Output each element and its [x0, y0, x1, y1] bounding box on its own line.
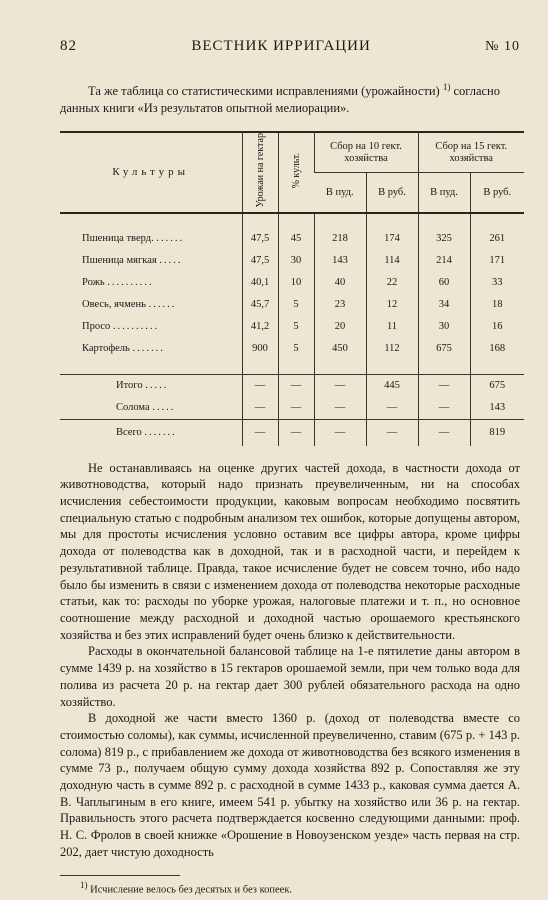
straw-row: Солома ..... — — — — — 143 [60, 397, 524, 420]
footnote: $^{1)}$ Исчисление велось без десятых и без копеек. [80, 879, 293, 896]
table-row: Овесь, ячмень ...... 45,7 5 23 12 34 18 [60, 294, 524, 316]
article-body [60, 460, 520, 861]
journal-title: ВЕСТНИК ИРРИГАЦИИ [191, 38, 371, 54]
header-group-15: Сбор на 15 гект. хозяйства [418, 132, 524, 172]
header-percent: % культ. [278, 132, 314, 213]
header-rub-15: В руб. [470, 172, 524, 212]
header-crops: Культуры [112, 166, 190, 179]
footnote-divider [60, 875, 180, 876]
header-group-10: Сбор на 10 гект. хозяйства [314, 132, 418, 172]
table-row: Пшеница мягкая ..... 47,5 30 143 114 214 171 [60, 250, 524, 272]
table-row: Пшеница тверд. ...... 47,5 45 218 174 325 261 [60, 228, 524, 250]
table-row: Просо .......... 41,2 5 20 11 30 16 [60, 316, 524, 338]
paragraph: Расходы в окончательной балансовой таблице на 1-е пятилетие даны автором в сумме 1439 р. на хозяйство в 15 гектаров орошаемой земли, при чем только вода для полива из расчета 20 р. на гектар дает 300 рублей обязательного расхода на одно хозяйство. [60, 644, 520, 709]
totals-row: Итого ..... — — — 445 — 675 [60, 374, 524, 397]
paragraph: В доходной же части вместо 1360 р. (доход от полеводства вместе со стоимостью соломы), как суммы, исчисленной преувеличенно, ставим (675 р. + 143 р. солома) 819 р., с прибавлением же дохода от животноводства без всякого изменения в сумме 73 р., получаем общую сумму дохода хозяйства 892 р. Сопоставляя же эту доходную часть в сумме 892 р. с расходной в сумме 1433 р., каковая сумма дается А. В. Чаплыгиным в его книге, имеем 541 р. убытку на хозяйство или 36 р. на гектар. Правильность этого расчета подтверждается косвенно следующими данными: проф. Н. С. Фролов в своей книжке «Орошение в Новоузенском уезде» часть первая на стр. 202, дает чистую доходность [60, 711, 520, 859]
table-intro: Та же таблица со статистическими исправлениями (урожайности) $^{1)}$ согласно данных книги «Из результатов опытной мелиорации». [60, 82, 501, 116]
header-rub-10: В руб. [366, 172, 418, 212]
table-row: Рожь .......... 40,1 10 40 22 60 33 [60, 272, 524, 294]
grand-total-row: Всего ....... — — — — — 819 [60, 419, 524, 446]
footnote-ref: 1) [442, 82, 451, 92]
page-header [60, 38, 520, 55]
issue-number: № 10 [485, 39, 520, 54]
header-pud-10: В пуд. [314, 172, 366, 212]
paragraph: Не останавливаясь на оценке других частей дохода, в частности дохода от животноводства, который надо признать преувеличенным, ни на способах исчисления себестоимости продукции, каковым вопросам необходимо посвятить специальную статью с подробным анализом тех ошибок, которые допущены автором, мы для простоты исчисления условно оставим все цифры автора, кроме цифры дохода от полеводства как в доходной, так и в расходной части, и перейдем к результативной таблице. Правда, такое исчисление будет не совсем точно, ибо надо было бы изменить в связи с изменением дохода от полеводства некоторые расходные статьи, как то: расходы по уборке урожая, налоговые платежи и т. п., но основное соотношение между расходной и доходной частью орошаемого крестьянского хозяйства и без этих исправлений будет очень близко к действительности. [60, 460, 520, 642]
header-pud-15: В пуд. [418, 172, 470, 212]
page-number: 82 [60, 38, 77, 54]
table-row: Картофель ....... 900 5 450 112 675 168 [60, 338, 524, 360]
header-yield: Урожаи на гектар [242, 132, 278, 213]
yield-table [60, 131, 524, 446]
